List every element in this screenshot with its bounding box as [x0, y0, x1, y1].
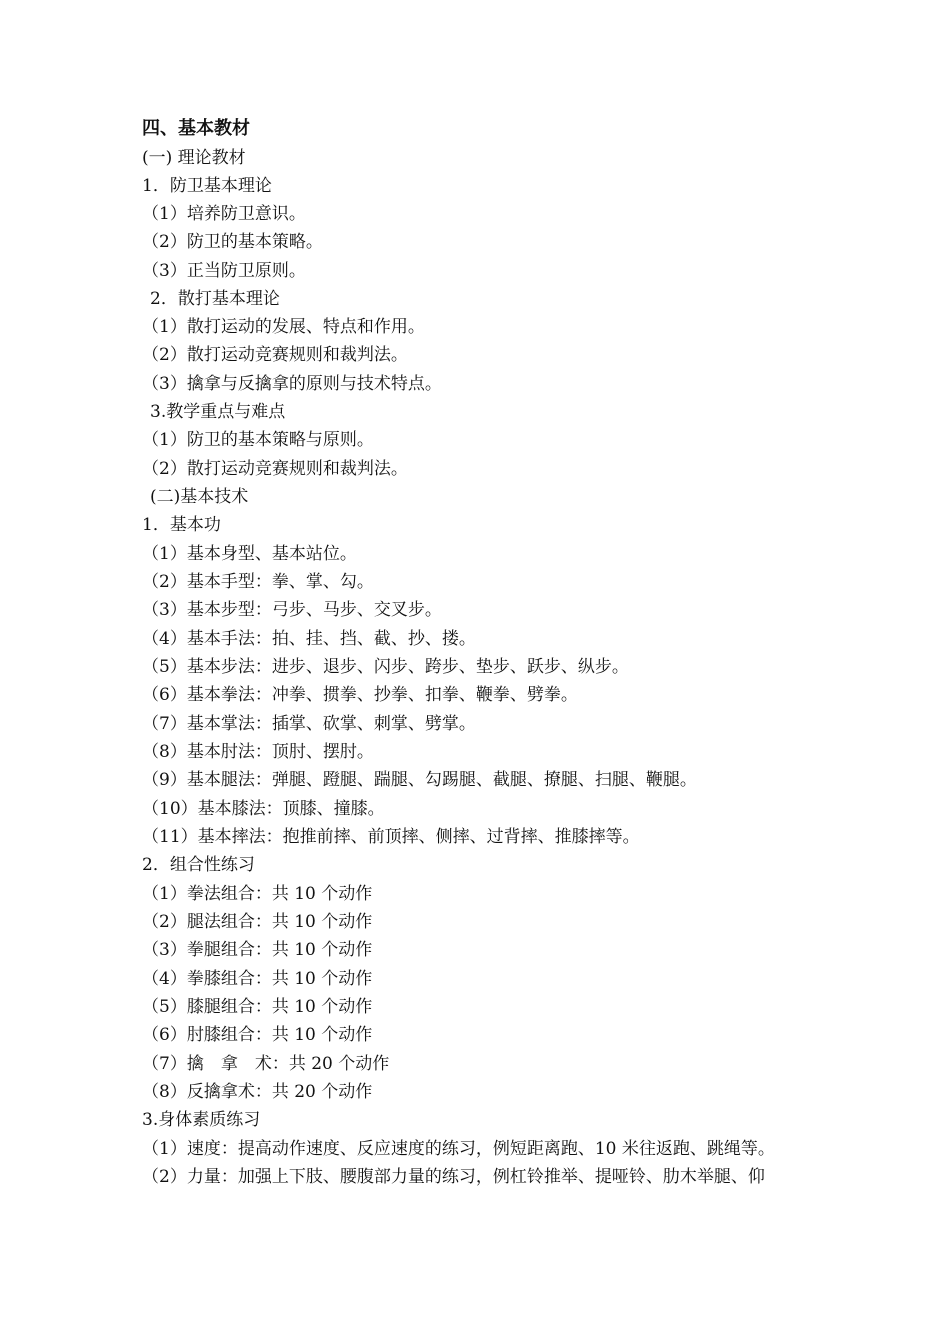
list-item: （3）正当防卫原则。	[142, 261, 306, 281]
list-item: （4）基本手法：拍、挂、挡、截、抄、搂。	[142, 629, 476, 649]
list-item: （5）基本步法：进步、退步、闪步、跨步、垫步、跃步、纵步。	[142, 657, 629, 677]
list-item: （1）速度：提高动作速度、反应速度的练习，例短距离跑、10 米往返跑、跳绳等。	[142, 1139, 775, 1159]
list-item: （3）拳腿组合：共 10 个动作	[142, 940, 373, 960]
list-item: （4）拳膝组合：共 10 个动作	[142, 969, 373, 989]
list-item: （9）基本腿法：弹腿、蹬腿、踹腿、勾踢腿、截腿、撩腿、扫腿、鞭腿。	[142, 770, 697, 790]
list-item: （7）擒 拿 术：共 20 个动作	[142, 1054, 390, 1074]
list-item: （8）基本肘法：顶肘、摆肘。	[142, 742, 374, 762]
list-item: （10）基本膝法：顶膝、撞膝。	[142, 799, 385, 819]
subsection-heading: (二)基本技术	[150, 487, 249, 507]
list-item: （1）散打运动的发展、特点和作用。	[142, 317, 425, 337]
list-item: （2）散打运动竞赛规则和裁判法。	[142, 345, 408, 365]
list-item: （1）基本身型、基本站位。	[142, 544, 357, 564]
subsection-heading: (一) 理论教材	[142, 148, 246, 168]
list-item: （3）擒拿与反擒拿的原则与技术特点。	[142, 374, 442, 394]
list-item: （2）防卫的基本策略。	[142, 232, 323, 252]
topic-heading: 2．散打基本理论	[150, 289, 280, 309]
list-item: （2）力量：加强上下肢、腰腹部力量的练习，例杠铃推举、提哑铃、肋木举腿、仰	[142, 1167, 765, 1187]
list-item: （1）培养防卫意识。	[142, 204, 306, 224]
list-item: （6）基本拳法：冲拳、掼拳、抄拳、扣拳、鞭拳、劈拳。	[142, 685, 578, 705]
topic-heading: 3.身体素质练习	[142, 1110, 261, 1130]
list-item: （5）膝腿组合：共 10 个动作	[142, 997, 373, 1017]
list-item: （2）基本手型：拳、掌、勾。	[142, 572, 374, 592]
list-item: （7）基本掌法：插掌、砍掌、刺掌、劈掌。	[142, 714, 476, 734]
list-item: （8）反擒拿术：共 20 个动作	[142, 1082, 373, 1102]
section-heading: 四、基本教材	[142, 118, 250, 139]
list-item: （1）拳法组合：共 10 个动作	[142, 884, 373, 904]
list-item: （1）防卫的基本策略与原则。	[142, 430, 374, 450]
list-item: （2）腿法组合：共 10 个动作	[142, 912, 373, 932]
list-item: （11）基本摔法：抱推前摔、前顶摔、侧摔、过背摔、推膝摔等。	[142, 827, 640, 847]
list-item: （3）基本步型：弓步、马步、交叉步。	[142, 600, 442, 620]
list-item: （6）肘膝组合：共 10 个动作	[142, 1025, 373, 1045]
topic-heading: 2．组合性练习	[142, 855, 255, 875]
list-item: （2）散打运动竞赛规则和裁判法。	[142, 459, 408, 479]
topic-heading: 1．防卫基本理论	[142, 176, 272, 196]
topic-heading: 1．基本功	[142, 515, 221, 535]
topic-heading: 3.教学重点与难点	[150, 402, 286, 422]
